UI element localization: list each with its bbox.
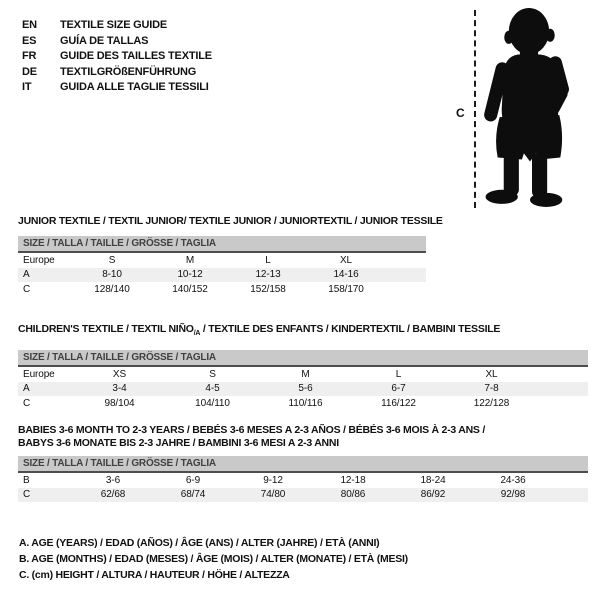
size-header-cell: XS <box>112 368 127 380</box>
language-title: GUIDA ALLE TAGLIE TESSILI <box>60 81 209 94</box>
size-header-cell: XL <box>339 254 353 266</box>
table-header-row <box>18 367 588 382</box>
size-header-cell: S <box>209 368 216 380</box>
row-label: C <box>23 397 31 409</box>
size-value-cell: 3-6 <box>105 474 121 486</box>
region-header-cell: Europe <box>23 368 55 380</box>
table-title-text: / TEXTILE DES ENFANTS / KINDERTEXTIL / BAMBINI TESSILE <box>200 323 501 335</box>
size-value-cell: 9-12 <box>263 474 283 486</box>
size-value-cell: 4-5 <box>166 382 259 397</box>
table-row <box>18 396 588 411</box>
size-value-cell: 110/116 <box>288 397 323 409</box>
size-value-cell: 116/122 <box>381 397 416 409</box>
size-header-cell: L <box>395 368 402 380</box>
size-value-cell: 74/80 <box>233 488 313 503</box>
size-table-section <box>18 323 588 411</box>
size-value-cell: 6-7 <box>352 382 445 397</box>
size-value-cell: 14-16 <box>307 268 385 283</box>
size-table-section <box>18 215 443 297</box>
size-header-cell: L <box>265 254 271 266</box>
size-value-cell: 18-24 <box>420 474 446 486</box>
language-title: GUIDE DES TAILLES TEXTILE <box>60 50 212 63</box>
size-value-cell: 12-13 <box>229 268 307 283</box>
language-row <box>22 80 212 96</box>
table-title <box>18 215 443 228</box>
table-row <box>18 268 426 283</box>
size-header-cell: M <box>185 254 195 266</box>
size-table-section <box>18 424 588 502</box>
size-value-cell: 122/128 <box>473 397 510 409</box>
size-table <box>18 473 588 502</box>
row-label: B <box>23 474 30 486</box>
size-value-cell: 8-10 <box>73 268 151 283</box>
size-header-cell: XL <box>485 368 498 380</box>
table-title-text: BABIES 3-6 MONTH TO 2-3 YEARS / BEBÉS 3-6 MESES A 2-3 AÑOS / BÉBÉS 3-6 MOIS À 2-3 ANS / <box>18 424 486 436</box>
size-value-cell: 140/152 <box>172 283 208 295</box>
language-code: IT <box>22 81 32 94</box>
language-row <box>22 34 212 50</box>
language-title: TEXTILGRÖßENFÜHRUNG <box>60 65 197 78</box>
language-title: GUÍA DE TALLAS <box>60 34 149 47</box>
size-value-cell: 80/86 <box>313 488 393 503</box>
row-label: A <box>18 268 73 283</box>
language-row <box>22 18 212 34</box>
row-label: A <box>18 382 73 397</box>
size-value-cell: 128/140 <box>94 283 130 295</box>
size-table <box>18 367 588 411</box>
size-value-cell: 92/98 <box>473 488 553 503</box>
table-title-text: /A <box>193 330 201 338</box>
language-code: FR <box>22 50 37 63</box>
size-value-cell: 158/170 <box>328 283 364 295</box>
language-code: DE <box>22 65 37 78</box>
language-row <box>22 49 212 65</box>
language-row <box>22 65 212 81</box>
table-row <box>18 488 588 503</box>
size-value-cell: 98/104 <box>104 397 135 409</box>
table-row <box>18 282 426 297</box>
size-value-cell: 10-12 <box>151 268 229 283</box>
size-value-cell: 152/158 <box>250 283 286 295</box>
table-title-text: CHILDREN'S TEXTILE / TEXTIL NIÑO <box>18 323 194 335</box>
size-value-cell: 5-6 <box>259 382 352 397</box>
table-title <box>18 424 588 450</box>
region-header-cell: Europe <box>23 254 55 266</box>
legend-note: B. AGE (MONTHS) / EDAD (MESES) / ÂGE (MOIS) / ALTER (MONATE) / ETÀ (MESI) <box>19 553 408 565</box>
language-code: ES <box>22 34 37 47</box>
baby-silhouette-icon <box>483 6 579 212</box>
size-value-cell: 68/74 <box>153 488 233 503</box>
size-value-cell: 86/92 <box>393 488 473 503</box>
size-value-cell: 62/68 <box>73 488 153 503</box>
size-value-cell: 6-9 <box>185 474 201 486</box>
size-value-cell: 3-4 <box>73 382 166 397</box>
legend-notes <box>19 535 408 583</box>
size-header-bar: SIZE / TALLA / TAILLE / GRÖSSE / TAGLIA <box>18 236 426 253</box>
table-title-text: JUNIOR TEXTILE / TEXTIL JUNIOR/ TEXTILE JUNIOR / JUNIORTEXTIL / JUNIOR TESSILE <box>18 215 443 227</box>
height-measure-dashed-line <box>474 10 476 208</box>
language-title: TEXTILE SIZE GUIDE <box>60 19 168 31</box>
table-header-row <box>18 253 426 268</box>
row-label: C <box>18 488 73 503</box>
table-title-line2: BABYS 3-6 MONATE BIS 2-3 JAHRE / BAMBINI 3-6 MESI A 2-3 ANNI <box>18 437 339 449</box>
table-title <box>18 323 588 340</box>
size-value-cell: 7-8 <box>445 382 538 397</box>
baby-figure <box>450 0 600 215</box>
table-row <box>18 473 588 488</box>
size-header-bar: SIZE / TALLA / TAILLE / GRÖSSE / TAGLIA <box>18 350 588 367</box>
legend-note: A. AGE (YEARS) / EDAD (AÑOS) / ÂGE (ANS) / ALTER (JAHRE) / ETÀ (ANNI) <box>19 537 380 549</box>
size-header-cell: M <box>301 368 310 380</box>
size-header-bar: SIZE / TALLA / TAILLE / GRÖSSE / TAGLIA <box>18 456 588 473</box>
language-code: EN <box>22 19 37 31</box>
height-measure-label: C <box>456 106 465 120</box>
size-value-cell: 12-18 <box>340 474 366 486</box>
size-value-cell: 24-36 <box>500 474 526 486</box>
table-row <box>18 382 588 397</box>
legend-note: C. (cm) HEIGHT / ALTURA / HAUTEUR / HÖHE / ALTEZZA <box>19 569 290 581</box>
size-header-cell: S <box>108 254 116 266</box>
language-header <box>22 18 212 96</box>
size-value-cell: 104/110 <box>195 397 230 409</box>
size-table <box>18 253 426 297</box>
row-label: C <box>23 283 31 295</box>
